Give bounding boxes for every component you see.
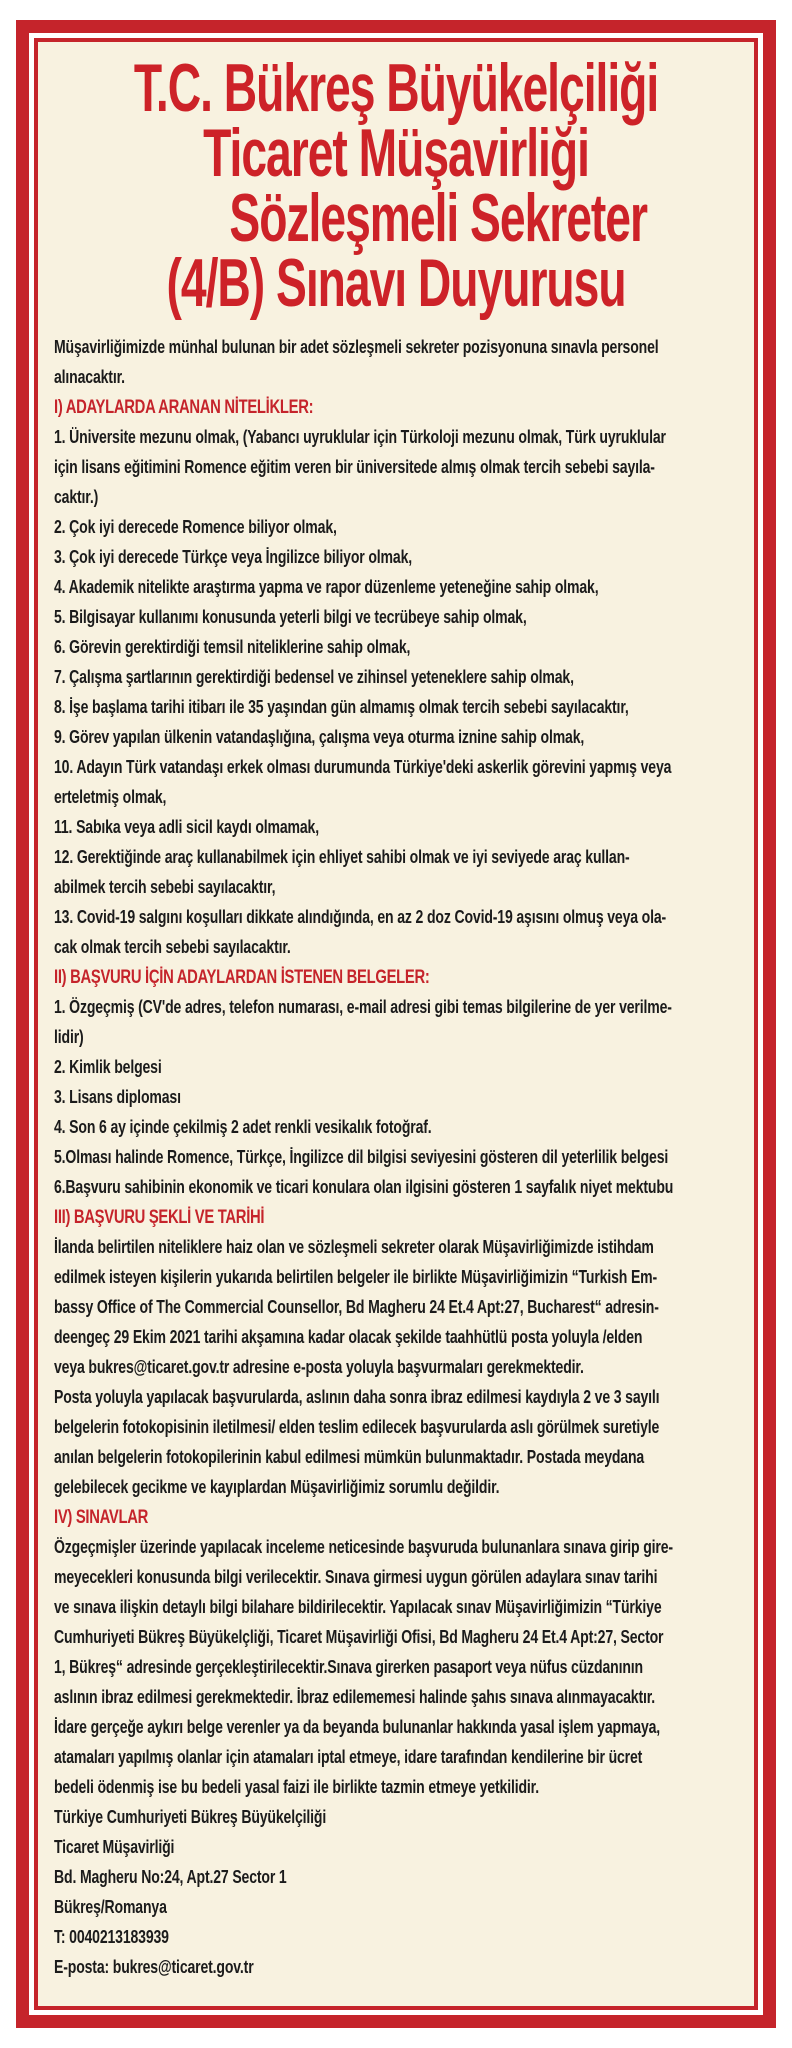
announcement-line: 4. Akademik nitelikte araştırma yapma ve rapor düzenleme yeteneğine sahip olmak, — [54, 576, 599, 597]
announcement-line: aslının ibraz edilmesi gerekmektedir. İbraz edilememesi halinde şahıs sınava alınmayacaktır. — [54, 1686, 656, 1707]
announcement-line: erteletmiş olmak, — [54, 786, 167, 807]
announcement-line: veya bukres@ticaret.gov.tr adresine e-posta yoluyla başvurmaları gerekmektedir. — [54, 1356, 584, 1377]
announcement-line: bassy Office of The Commercial Counsellor, Bd Magheru 24 Et.4 Apt:27, Bucharest“ adresin- — [54, 1296, 659, 1317]
announcement-line: E-posta: bukres@ticaret.gov.tr — [54, 1956, 254, 1977]
announcement-line: İdare gerçeğe aykırı belge verenler ya da beyanda bulunanlar hakkında yasal işlem yapmaya, — [54, 1716, 661, 1737]
announcement-line: Bd. Magheru No:24, Apt.27 Sector 1 — [54, 1866, 287, 1887]
announcement-line: 8. İşe başlama tarihi itibarı ile 35 yaşından gün almamış olmak tercih sebebi sayılacaktır, — [54, 696, 629, 717]
announcement-poster — [38, 42, 754, 1982]
announcement-line: 5.Olması halinde Romence, Türkçe, İngilizce dil bilgisi seviyesini gösteren dil yeterlilik belgesi — [54, 1146, 669, 1167]
announcement-line: 4. Son 6 ay içinde çekilmiş 2 adet renkli vesikalık fotoğraf. — [54, 1116, 432, 1137]
announcement-line: 6. Görevin gerektirdiği temsil niteliklerine sahip olmak, — [54, 636, 411, 657]
announcement-line: 1. Üniversite mezunu olmak, (Yabancı uyruklular için Türkoloji mezunu olmak, Türk uyruklular — [54, 426, 666, 447]
announcement-line: 5. Bilgisayar kullanımı konusunda yeterli bilgi ve tecrübeye sahip olmak, — [54, 606, 527, 627]
announcement-line: meyecekleri konusunda bilgi verilecektir. Sınava girmesi uygun görülen adaylara sınav tarihi — [54, 1566, 658, 1587]
poster-title-line: (4/B) Sınavı Duyurusu — [166, 245, 626, 321]
announcement-line: gelebilecek gecikme ve kayıplardan Müşavirliğimiz sorumlu değildir. — [54, 1476, 500, 1497]
announcement-line: abilmek tercih sebebi sayılacaktır, — [54, 876, 276, 897]
announcement-line: Türkiye Cumhuriyeti Bükreş Büyükelçiliği — [54, 1806, 327, 1827]
announcement-line: 3. Lisans diploması — [54, 1086, 181, 1107]
announcement-line: Cumhuriyeti Bükreş Büyükelçliği, Ticaret Müşavirliği Ofisi, Bd Magheru 24 Et.4 Apt:27, Sector — [54, 1626, 664, 1647]
announcement-line: bedeli ödenmiş ise bu bedeli yasal faizi ile birlikte tazmin etmeye yetkilidir. — [54, 1776, 539, 1797]
announcement-line: Özgeçmişler üzerinde yapılacak inceleme neticesinde başvuruda bulunanlara sınava girip gire- — [54, 1536, 673, 1557]
announcement-line: cak olmak tercih sebebi sayılacaktır. — [54, 936, 291, 957]
announcement-line: Müşavirliğimizde münhal bulunan bir adet sözleşmeli sekreter pozisyonuna sınavla personel — [54, 336, 659, 357]
poster-inner-frame — [34, 38, 758, 2010]
announcement-line: İlanda belirtilen niteliklere haiz olan ve sözleşmeli sekreter olarak Müşavirliğimizde istihdam — [54, 1236, 654, 1257]
announcement-line: 12. Gerektiğinde araç kullanabilmek için ehliyet sahibi olmak ve iyi seviyede araç kullan- — [54, 846, 630, 867]
announcement-line: 11. Sabıka veya adli sicil kaydı olmamak, — [54, 816, 319, 837]
poster-title-line: T.C. Bükreş Büyükelçiliği — [133, 50, 659, 126]
announcement-line: 7. Çalışma şartlarının gerektirdiği bedensel ve zihinsel yeteneklere sahip olmak, — [54, 666, 574, 687]
announcement-line: için lisans eğitimini Romence eğitim veren bir üniversitede almış olmak tercih sebebi sayıla- — [54, 456, 655, 477]
announcement-line: ve sınava ilişkin detaylı bilgi bilahare bildirilecektir. Yapılacak sınav Müşavirliğimizin “Türkiye — [54, 1596, 662, 1617]
announcement-line: Posta yoluyla yapılacak başvurularda, aslının daha sonra ibraz edilmesi kaydıyla 2 ve 3 sayılı — [54, 1386, 660, 1407]
section-heading: IV) SINAVLAR — [54, 1506, 149, 1528]
announcement-line: 10. Adayın Türk vatandaşı erkek olması durumunda Türkiye'deki askerlik görevini yapmış veya — [54, 756, 672, 777]
announcement-line: Bükreş/Romanya — [54, 1896, 167, 1917]
announcement-line: edilmek isteyen kişilerin yukarıda belirtilen belgeler ile birlikte Müşavirliğimizin “Turkish Em- — [54, 1266, 658, 1287]
section-heading: II) BAŞVURU İÇİN ADAYLARDAN İSTENEN BELGELER: — [54, 966, 430, 988]
announcement-line: atamaları yapılmış olanlar için atamaları iptal etmeye, idare tarafından kendilerine bir ücret — [54, 1746, 643, 1767]
announcement-line: 1, Bükreş“ adresinde gerçekleştirilecektir.Sınava girerken pasaport veya nüfus cüzdanının — [54, 1656, 643, 1677]
announcement-line: belgelerin fotokopisinin iletilmesi/ elden teslim edilecek başvurularda aslı görülmek suretiyle — [54, 1416, 660, 1437]
announcement-line: 3. Çok iyi derecede Türkçe veya İngilizce biliyor olmak, — [54, 546, 412, 567]
announcement-line: 9. Görev yapılan ülkenin vatandaşlığına, çalışma veya oturma iznine sahip olmak, — [54, 726, 585, 747]
announcement-line: 6.Başvuru sahibinin ekonomik ve ticari konulara olan ilgisini gösteren 1 sayfalık niyet mektubu — [54, 1176, 674, 1197]
announcement-line: Ticaret Müşavirliği — [54, 1836, 175, 1857]
announcement-line: alınacaktır. — [54, 366, 125, 387]
announcement-line: T: 0040213183939 — [54, 1926, 169, 1947]
announcement-line: lidir) — [54, 1026, 84, 1047]
poster-title-line: Ticaret Müşavirliği — [203, 115, 589, 191]
poster-title — [54, 50, 738, 321]
announcement-line: 1. Özgeçmiş (CV'de adres, telefon numarası, e-mail adresi gibi temas bilgilerine de yer verilme- — [54, 996, 672, 1017]
poster-title-line: Sözleşmeli Sekreter — [229, 180, 647, 256]
announcement-line: caktır.) — [54, 486, 99, 507]
section-heading: III) BAŞVURU ŞEKLİ VE TARİHİ — [54, 1206, 265, 1228]
poster-border-frame — [16, 20, 776, 2028]
announcement-line: 2. Kimlik belgesi — [54, 1056, 162, 1077]
announcement-body — [54, 332, 738, 1982]
announcement-line: 2. Çok iyi derecede Romence biliyor olmak, — [54, 516, 337, 537]
announcement-line: deengeç 29 Ekim 2021 tarihi akşamına kadar olacak şekilde taahhütlü posta yoluyla /elden — [54, 1326, 643, 1347]
section-heading: I) ADAYLARDA ARANAN NİTELİKLER: — [54, 396, 314, 418]
announcement-line: anılan belgelerin fotokopilerinin kabul edilmesi mümkün bulunmaktadır. Postada meydana — [54, 1446, 645, 1467]
announcement-line: 13. Covid-19 salgını koşulları dikkate alındığında, en az 2 doz Covid-19 aşısını olmuş veya ola- — [54, 906, 667, 927]
